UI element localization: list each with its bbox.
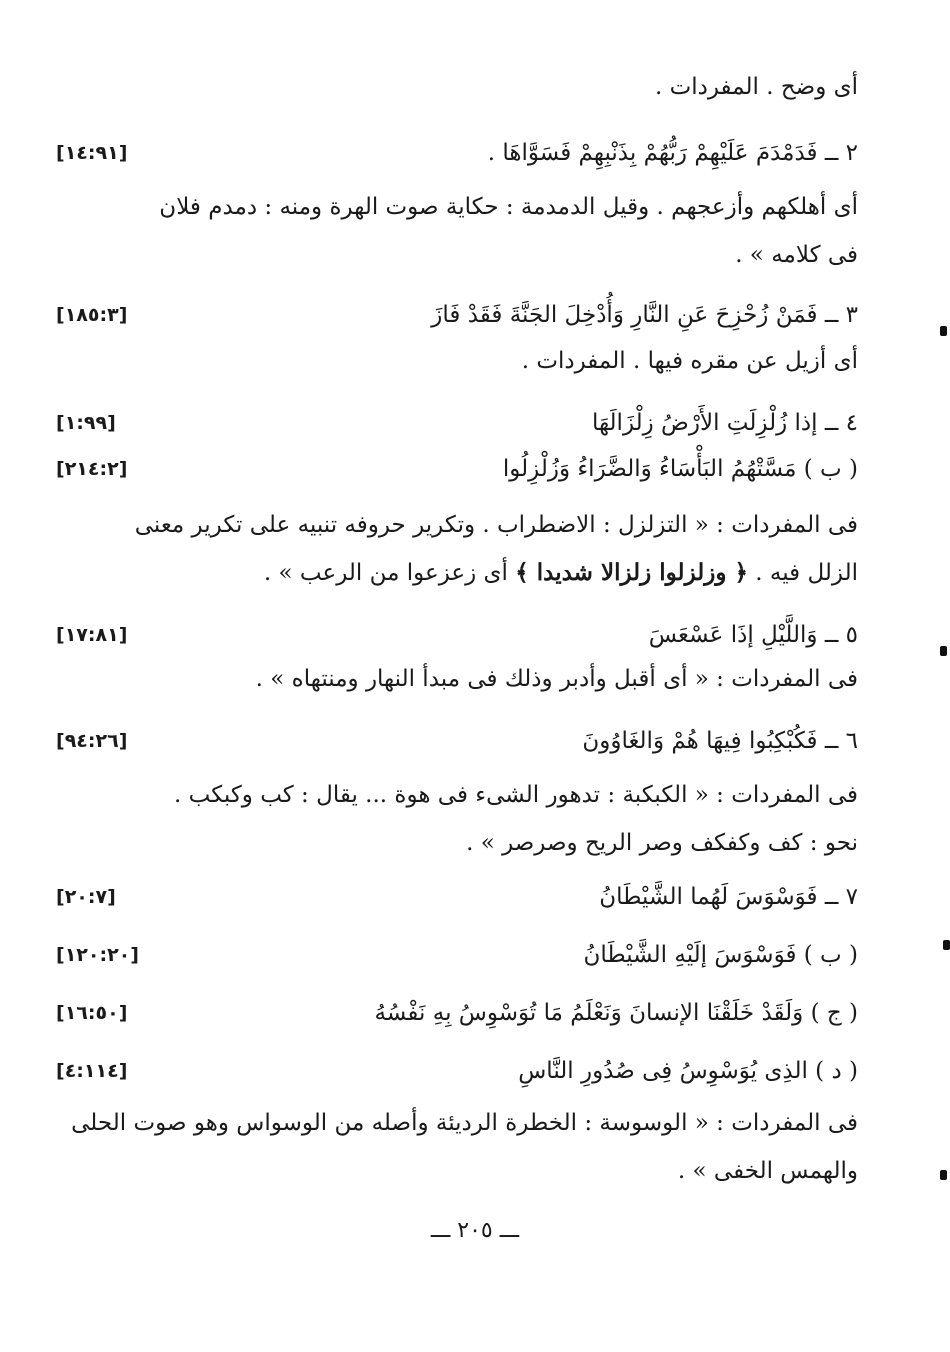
verse: إذا زُلْزِلَتِ الأَرْضُ زِلْزَالَهَا	[591, 410, 818, 436]
commentary-line	[138, 238, 858, 272]
verse-entry-4b	[56, 450, 858, 488]
commentary-text: فى المفردات : « أى أقبل وأدبر وذلك فى مبدأ النهار ومنتهاه » .	[255, 666, 858, 692]
verse-reference: [١٤:٩١]	[56, 142, 128, 164]
commentary-line	[138, 556, 858, 590]
verse-text	[592, 404, 858, 442]
verse: ( د ) الذِى يُوَسْوِسُ فِى صُدُورِ النَّاسِ	[518, 1058, 858, 1084]
verse-entry-7	[56, 878, 858, 916]
commentary-text: الزلل فيه .	[747, 560, 858, 586]
verse: ( ب ) فَوَسْوَسَ إلَيْهِ الشَّيْطَانُ	[583, 942, 858, 968]
verse-reference: [٢٠:٧]	[56, 886, 116, 908]
commentary-text: أى وضح . المفردات .	[654, 74, 858, 100]
verse-text	[582, 722, 858, 760]
commentary-line	[71, 1106, 858, 1140]
commentary-text: نحو : كف وكفكف وصر الريح وصرصر » .	[466, 830, 858, 856]
verse-reference: [١٦:٥٠]	[56, 1002, 128, 1024]
entry-number: ٤ ــ	[824, 410, 858, 436]
verse: فَوَسْوَسَ لَهُما الشَّيْطَانُ	[599, 884, 818, 910]
commentary-text: أى أزيل عن مقره فيها . المفردات .	[521, 348, 858, 374]
verse-reference: [١٧:٨١]	[56, 624, 128, 646]
commentary-text: فى المفردات : « التزلزل : الاضطراب . وتكرير حروفه تنبيه على تكرير معنى	[134, 512, 858, 538]
commentary-text: فى المفردات : « الكبكبة : تدهور الشىء فى هوة ... يقال : كب وكبكب .	[173, 782, 858, 808]
entry-number: ٣ ــ	[824, 302, 858, 328]
commentary-text: فى كلامه » .	[735, 242, 858, 268]
commentary-text: أى زعزعوا من الرعب » .	[263, 560, 516, 586]
scan-margin-mark	[940, 326, 947, 336]
verse-reference: [٢١٤:٢]	[56, 458, 128, 480]
verse: ( ج ) وَلَقَدْ خَلَقْنَا الإنسانَ وَنَعْلَمُ مَا تُوَسْوِسُ بِهِ نَفْسُهُ	[374, 1000, 858, 1026]
commentary-text: فى المفردات : « الوسوسة : الخطرة الرديئة وأصله من الوسواس وهو صوت الحلى	[71, 1110, 858, 1136]
quoted-verse: ﴿ وزلزلوا زلزالا شديدا ﴾	[515, 559, 748, 586]
scan-margin-mark	[940, 1170, 947, 1180]
commentary-line	[138, 190, 858, 224]
entry-number: ٧ ــ	[824, 884, 858, 910]
entry-number: ٦ ــ	[824, 728, 858, 754]
verse-entry-6	[56, 722, 858, 760]
commentary-line	[134, 508, 858, 542]
verse-entry-7c	[56, 994, 858, 1032]
verse-reference: [٤:١١٤]	[56, 1060, 128, 1082]
verse-entry-5	[56, 616, 858, 654]
verse-reference: [١٢٠:٢٠]	[56, 944, 139, 966]
commentary-line	[138, 778, 858, 812]
verse-entry-7d	[56, 1052, 858, 1090]
verse: فَكُبْكِبُوا فِيهَا هُمْ وَالغَاوُونَ	[582, 728, 818, 754]
commentary-line	[138, 70, 858, 104]
verse-entry-4	[56, 404, 858, 442]
verse-entry-2	[56, 134, 858, 172]
scan-margin-mark	[943, 940, 950, 950]
verse-text	[599, 878, 858, 916]
commentary-line	[138, 1154, 858, 1188]
verse: فَدَمْدَمَ عَلَيْهِمْ رَبُّهُمْ بِذَنْبِهِمْ فَسَوَّاهَا .	[487, 140, 818, 166]
page-number: ـــ ٢٠٥ ـــ	[430, 1218, 520, 1243]
verse: وَاللَّيْلِ إذَا عَسْعَسَ	[648, 622, 818, 648]
verse-entry-7b	[56, 936, 858, 974]
commentary-text: والهمس الخفى » .	[677, 1158, 858, 1184]
verse-text	[431, 296, 858, 334]
scan-margin-mark	[940, 646, 947, 656]
verse-entry-3	[56, 296, 858, 334]
verse-text	[488, 134, 858, 172]
commentary-line	[138, 826, 858, 860]
commentary-line	[138, 344, 858, 378]
commentary-line	[138, 662, 858, 696]
entry-number: ٥ ــ	[824, 622, 858, 648]
verse: فَمَنْ زُحْزِحَ عَنِ النَّارِ وَأُدْخِلَ الجَنَّةَ فَقَدْ فَازَ	[431, 302, 818, 328]
commentary-text: أى أهلكهم وأزعجهم . وقيل الدمدمة : حكاية صوت الهرة ومنه : دمدم فلان	[159, 194, 858, 220]
verse-text	[649, 616, 858, 654]
verse-reference: [١:٩٩]	[56, 412, 116, 434]
verse: ( ب ) مَسَّتْهُمُ البَأْسَاءُ وَالضَّرَاءُ وَزُلْزِلُوا	[502, 456, 858, 482]
verse-reference: [١٨٥:٣]	[56, 304, 128, 326]
entry-number: ٢ ــ	[824, 140, 858, 166]
verse-reference: [٩٤:٢٦]	[56, 730, 128, 752]
